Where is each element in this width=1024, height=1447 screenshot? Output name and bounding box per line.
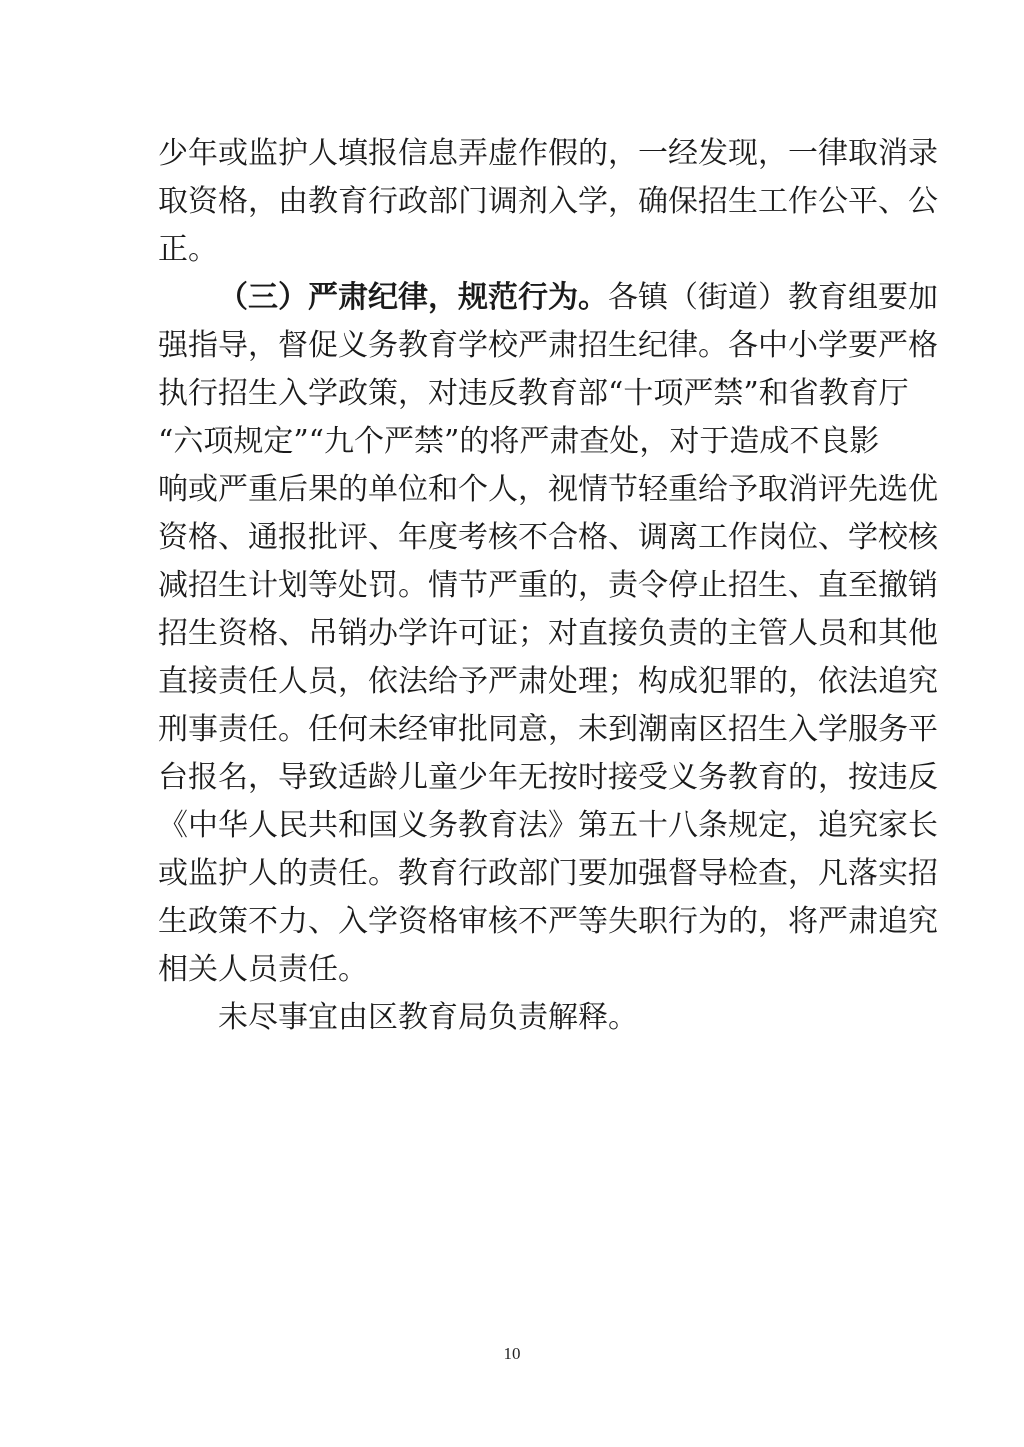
body-text-line: 相关人员责任。: [158, 952, 368, 987]
body-text-line: 招生资格、吊销办学许可证；对直接负责的主管人员和其他: [158, 616, 938, 651]
closing-statement: 未尽事宜由区教育局负责解释。: [218, 1000, 638, 1035]
body-text-line: 直接责任人员，依法给予严肃处理；构成犯罪的，依法追究: [158, 664, 938, 699]
section-heading-line: [218, 274, 938, 322]
body-text-line: 资格、通报批评、年度考核不合格、调离工作岗位、学校核: [158, 520, 938, 555]
body-text: 各镇（街道）教育组要加: [608, 280, 938, 315]
body-text-line: 取资格，由教育行政部门调剂入学，确保招生工作公平、公: [158, 184, 938, 219]
body-text-line: 《中华人民共和国义务教育法》第五十八条规定，追究家长: [158, 808, 938, 843]
body-text-line: 刑事责任。任何未经审批同意，未到潮南区招生入学服务平: [158, 712, 938, 747]
body-text-line: 减招生计划等处罚。情节严重的，责令停止招生、直至撤销: [158, 568, 938, 603]
body-text-line: “六项规定”“九个严禁”的将严肃查处，对于造成不良影: [158, 424, 880, 459]
body-text-line: 台报名，导致适龄儿童少年无按时接受义务教育的，按违反: [158, 760, 938, 795]
body-text-line: 少年或监护人填报信息弄虚作假的，一经发现，一律取消录: [158, 136, 938, 171]
body-text-line: 正。: [158, 232, 218, 267]
body-text-line: 执行招生入学政策，对违反教育部“十项严禁”和省教育厅: [158, 376, 909, 411]
section-heading: （三）严肃纪律，规范行为。: [218, 280, 608, 315]
page-number: 10: [503, 1344, 521, 1363]
body-text-line: 或监护人的责任。教育行政部门要加强督导检查，凡落实招: [158, 856, 938, 891]
body-text-line: 强指导，督促义务教育学校严肃招生纪律。各中小学要严格: [158, 328, 938, 363]
body-text-line: 生政策不力、入学资格审核不严等失职行为的，将严肃追究: [158, 904, 938, 939]
body-text-line: 响或严重后果的单位和个人，视情节轻重给予取消评先选优: [158, 472, 938, 507]
